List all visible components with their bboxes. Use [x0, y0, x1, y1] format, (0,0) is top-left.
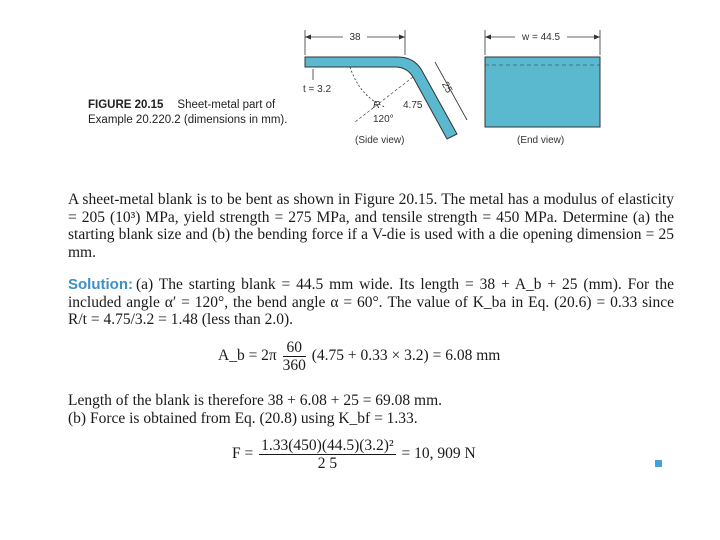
solution-length-and-b — [68, 392, 674, 427]
eq2-rhs: = 10, 909 N — [401, 445, 476, 463]
solution-part-b: (b) Force is obtained from Eq. (20.8) using K_bf = 1.33. — [68, 409, 418, 427]
eq1-numerator: 60 — [283, 339, 306, 357]
dim-r-value: 4.75 — [403, 100, 423, 111]
end-view-label: (End view) — [517, 135, 565, 146]
eq2-lhs: F = — [232, 445, 254, 463]
dim-25-label: 25 — [439, 80, 455, 96]
figure-20-15 — [295, 22, 615, 152]
eq1-lhs: A_b = 2π — [218, 347, 277, 365]
eq2-numerator: 1.33(450)(44.5)(3.2)² — [261, 437, 394, 454]
solution-label: Solution: — [68, 276, 133, 293]
equation-ab — [218, 339, 500, 374]
end-view-part — [485, 57, 600, 127]
figure-number: FIGURE 20.15 — [88, 99, 164, 111]
dim-R-label: R — [373, 100, 381, 111]
slide-bullet-marker — [655, 460, 662, 467]
figure-caption-text: Sheet-metal part of Example 20.220.2 (dimensions in mm). — [88, 99, 288, 126]
eq2-fraction — [259, 437, 396, 472]
length-line: Length of the blank is therefore 38 + 6.08 + 25 = 69.08 mm. — [68, 392, 443, 409]
dim-38-label: 38 — [349, 32, 361, 43]
side-view-label: (Side view) — [355, 135, 405, 146]
eq1-rhs: (4.75 + 0.33 × 3.2) = 6.08 mm — [311, 347, 501, 365]
figure-caption — [88, 98, 288, 128]
dim-w-label: w = 44.5 — [521, 32, 561, 43]
problem-statement: A sheet-metal blank is to be bent as shown in Figure 20.15. The metal has a modulus of elasticity = 205 (10³) MPa, yield strength = 275 MPa, and tensile strength = 450 MPa. Determine (a) the starting blank size and (b) the bending force if a V-die is used with a die opening dimension = 25 mm. — [68, 191, 674, 261]
eq2-denominator: 2 5 — [317, 455, 338, 472]
solution-part-a: (a) The starting blank = 44.5 mm wide. Its length = 38 + A_b + 25 (mm). For the included angle α′ = 120°, the bend angle α = 60°. The value of K_ba in Eq. (20.6) = 0.33 since R/t = 4.75/3.2 = 1.48 (less than 2.0). — [68, 276, 674, 328]
side-view-part — [305, 57, 457, 139]
dim-angle-label: 120° — [373, 114, 394, 125]
dim-t-label: t = 3.2 — [303, 84, 332, 95]
eq1-denominator: 360 — [282, 357, 306, 374]
equation-force — [232, 437, 476, 472]
eq1-fraction — [283, 339, 306, 374]
